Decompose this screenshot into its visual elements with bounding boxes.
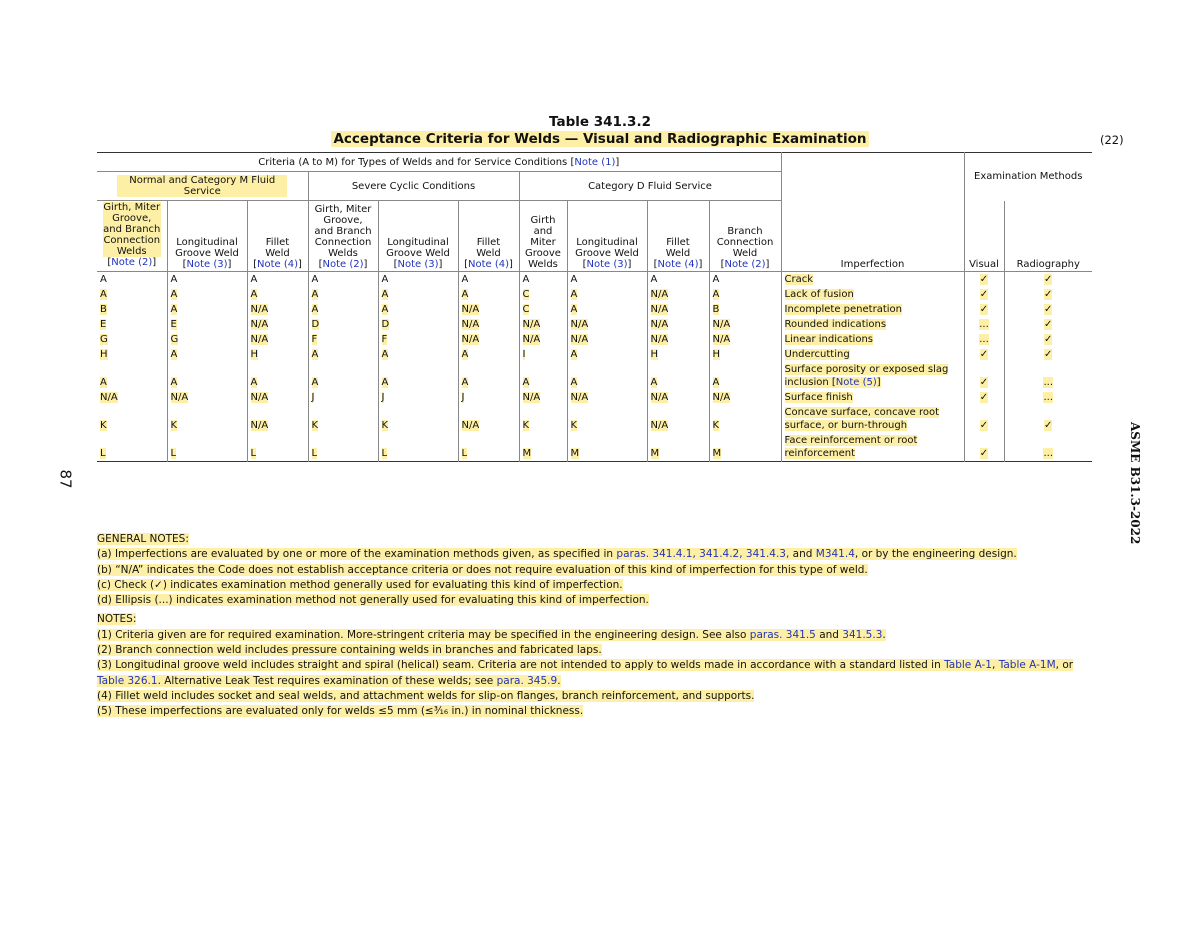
criteria-cell: A [458,272,519,288]
visual-cell: ... [964,332,1004,347]
table-row [97,433,1092,462]
criteria-cell: F [308,332,378,347]
criteria-cell: E [167,317,247,332]
imperfection-cell: Undercutting [781,347,964,362]
table-number: Table 341.3.2 [549,114,651,130]
table-row [97,347,1092,362]
criteria-cell: A [167,347,247,362]
imperfection-cell: Incomplete penetration [781,302,964,317]
radiography-cell: ... [1004,362,1092,390]
imperfection-cell: Face reinforcement or root reinforcement [781,433,964,462]
criteria-cell: N/A [647,287,709,302]
note-1-link[interactable]: Note (1) [574,157,616,168]
criteria-cell: A [567,362,647,390]
criteria-cell: N/A [519,390,567,405]
radiography-cell: ✓ [1004,347,1092,362]
radiography-header: Radiography [1004,201,1092,272]
reference-link[interactable]: Table A-1 [944,659,992,672]
criteria-cell: J [458,390,519,405]
year-mark: (22) [1100,133,1124,147]
criteria-cell: A [378,287,458,302]
imperfection-cell: Surface finish [781,390,964,405]
criteria-cell: L [458,433,519,462]
col-header-2: Longitudinal Groove Weld [Note (3)] [167,201,247,272]
criteria-cell: N/A [709,390,781,405]
criteria-cell: K [308,405,378,433]
criteria-cell: A [167,302,247,317]
criteria-text: Criteria (A to M) for Types of Welds and for Service Conditions [ [258,157,575,168]
criteria-cell: D [378,317,458,332]
general-note: (d) Ellipsis (...) indicates examination method not generally used for evaluating this kind of imperfection. [97,594,649,607]
criteria-cell: K [100,420,107,431]
group-cat-d: Category D Fluid Service [519,172,781,201]
criteria-cell: A [567,347,647,362]
imperfection-cell: Surface porosity or exposed slag inclusion [Note (5)] [781,362,964,390]
criteria-cell: A [567,272,647,288]
criteria-cell: A [709,362,781,390]
criteria-cell: B [709,302,781,317]
criteria-cell: N/A [247,405,308,433]
reference-link[interactable]: 341.5.3 [842,628,883,641]
radiography-cell: ✓ [1004,272,1092,288]
note: (5) These imperfections are evaluated only for welds ≤5 mm (≤³⁄₁₆ in.) in nominal thickness. [97,705,584,718]
criteria-cell: G [167,332,247,347]
criteria-cell: A [308,287,378,302]
page-number: 87 [56,469,75,489]
criteria-cell: N/A [709,332,781,347]
criteria-cell: A [709,287,781,302]
criteria-cell: H [709,347,781,362]
criteria-cell: G [100,334,108,345]
criteria-cell: M [709,433,781,462]
table-row [97,332,1092,347]
criteria-cell: L [378,433,458,462]
notes-title: NOTES: [97,613,137,626]
exam-methods-header: Examination Methods [964,153,1092,201]
criteria-cell: A [378,347,458,362]
reference-link[interactable]: Table A-1M [998,659,1056,672]
acceptance-criteria-table [97,152,1092,462]
criteria-cell: C [519,302,567,317]
radiography-cell: ✓ [1004,332,1092,347]
table-title [0,131,1200,147]
visual-cell: ✓ [964,405,1004,433]
criteria-cell: N/A [458,405,519,433]
col-header-3: Fillet Weld [Note (4)] [247,201,308,272]
col-header-7: Girth and Miter Groove Welds [519,201,567,272]
note-5-link[interactable]: Note (5) [835,377,877,388]
criteria-cell: A [167,362,247,390]
table-row [97,287,1092,302]
criteria-cell: A [458,347,519,362]
criteria-cell: L [167,433,247,462]
note: (4) Fillet weld includes socket and seal welds, and attachment welds for slip-on flanges, branch reinforcement, and supports. [97,689,755,702]
criteria-cell: A [458,287,519,302]
visual-header: Visual [964,201,1004,272]
general-note: (c) Check (✓) indicates examination method generally used for evaluating this kind of imperfection. [97,578,623,591]
visual-cell: ✓ [964,362,1004,390]
visual-cell: ✓ [964,347,1004,362]
criteria-header [97,153,781,172]
criteria-cell: N/A [247,302,308,317]
criteria-header-row [97,153,1092,172]
criteria-cell: H [247,347,308,362]
note: (3) Longitudinal groove weld includes straight and spiral (helical) seam. Criteria are not intended to apply to welds made in accordance with a standard listed in Table A-1, Table A-1M, or Table 326.1. Alternative Leak Test requires examination of these welds; see para. 345.9. [97,659,1074,687]
visual-cell: ... [964,317,1004,332]
criteria-cell: N/A [567,390,647,405]
criteria-cell: N/A [709,317,781,332]
criteria-cell: N/A [647,317,709,332]
criteria-cell: M [567,433,647,462]
criteria-cell: M [647,433,709,462]
criteria-cell: A [308,272,378,288]
general-note: (a) Imperfections are evaluated by one or more of the examination methods given, as specified in paras. 341.4.1, 341.4.2, 341.4.3, and M341.4, or by the engineering design. [97,548,1017,561]
visual-cell: ✓ [964,433,1004,462]
table-row [97,390,1092,405]
table-row [97,405,1092,433]
visual-cell: ✓ [964,272,1004,288]
criteria-cell: A [100,274,107,285]
criteria-cell: A [647,362,709,390]
table-row [97,362,1092,390]
criteria-cell: A [247,362,308,390]
table-body [97,272,1092,462]
criteria-cell: A [167,272,247,288]
criteria-cell: A [247,272,308,288]
reference-link[interactable]: M341.4 [815,548,855,561]
criteria-cell: F [378,332,458,347]
criteria-cell: K [709,405,781,433]
criteria-cell: A [378,302,458,317]
criteria-cell: A [567,302,647,317]
note: (2) Branch connection weld includes pressure containing welds in branches and fabricated laps. [97,644,602,657]
criteria-cell: A [100,377,107,388]
col-header-5: Longitudinal Groove Weld [Note (3)] [378,201,458,272]
criteria-cell: N/A [567,332,647,347]
criteria-cell: A [308,347,378,362]
col-header-4: Girth, Miter Groove, and Branch Connection Welds [Note (2)] [308,201,378,272]
visual-cell: ✓ [964,302,1004,317]
criteria-end: ] [615,157,620,168]
criteria-cell: N/A [247,332,308,347]
criteria-cell: L [308,433,378,462]
criteria-cell: A [458,362,519,390]
table-row [97,317,1092,332]
criteria-cell: K [519,405,567,433]
visual-cell: ✓ [964,390,1004,405]
table-title-text: Acceptance Criteria for Welds — Visual and Radiographic Examination [333,131,867,147]
criteria-cell: A [709,272,781,288]
reference-link[interactable]: paras. 341.4.1, 341.4.2, 341.4.3, [616,548,790,561]
radiography-cell: ✓ [1004,302,1092,317]
radiography-cell: ✓ [1004,287,1092,302]
criteria-cell: K [567,405,647,433]
criteria-cell: A [308,302,378,317]
criteria-cell: N/A [519,317,567,332]
col-header-6: Fillet Weld [Note (4)] [458,201,519,272]
imperfection-cell: Crack [781,272,964,288]
note: (1) Criteria given are for required examination. More-stringent criteria may be specified in the engineering design. See also paras. 341.5 and 341.5.3. [97,628,886,641]
radiography-cell: ... [1004,433,1092,462]
imperfection-cell: Rounded indications [781,317,964,332]
imperfection-cell: Concave surface, concave root surface, or burn-through [781,405,964,433]
criteria-cell: N/A [167,390,247,405]
criteria-cell: A [647,272,709,288]
criteria-cell: H [647,347,709,362]
imperfection-cell: Lack of fusion [781,287,964,302]
criteria-cell: C [519,287,567,302]
radiography-cell: ✓ [1004,317,1092,332]
criteria-cell: N/A [458,332,519,347]
criteria-cell: D [308,317,378,332]
running-header: ASME B31.3-2022 [1128,422,1142,545]
col-header-8: Longitudinal Groove Weld [Note (3)] [567,201,647,272]
criteria-cell: A [567,287,647,302]
criteria-cell: M [519,433,567,462]
criteria-cell: A [308,362,378,390]
imperfection-header: Imperfection [781,153,964,272]
criteria-cell: N/A [100,392,118,403]
criteria-cell: N/A [458,302,519,317]
criteria-cell: N/A [519,332,567,347]
table-row [97,302,1092,317]
table-row [97,272,1092,288]
criteria-cell: L [247,433,308,462]
reference-link[interactable]: para. 345.9 [496,674,558,687]
criteria-cell: A [167,287,247,302]
criteria-cell: K [378,405,458,433]
general-notes-title: GENERAL NOTES: [97,533,189,545]
criteria-cell: N/A [647,332,709,347]
criteria-cell: N/A [647,390,709,405]
criteria-cell: N/A [567,317,647,332]
general-notes-list [97,547,1097,608]
criteria-cell: A [519,272,567,288]
criteria-cell: A [247,287,308,302]
criteria-cell: A [378,362,458,390]
criteria-cell: J [308,390,378,405]
col-header-9: Fillet Weld [Note (4)] [647,201,709,272]
criteria-cell: A [519,362,567,390]
col-header-1: Girth, Miter Groove, and Branch Connection Welds [Note (2)] [103,202,161,268]
criteria-cell: I [519,347,567,362]
criteria-cell: N/A [647,302,709,317]
notes-list [97,628,1097,720]
criteria-cell: H [100,349,108,360]
criteria-cell: E [100,319,107,330]
criteria-cell: A [378,272,458,288]
group-severe: Severe Cyclic Conditions [308,172,519,201]
criteria-cell: J [378,390,458,405]
reference-link[interactable]: Table 326.1 [97,674,158,687]
criteria-cell: A [100,289,107,300]
visual-cell: ✓ [964,287,1004,302]
imperfection-cell: Linear indications [781,332,964,347]
general-note: (b) “N/A” indicates the Code does not establish acceptance criteria or does not require evaluation of this kind of imperfection for this type of weld. [97,563,868,576]
criteria-cell: N/A [247,317,308,332]
radiography-cell: ✓ [1004,405,1092,433]
group-normal: Normal and Category M Fluid Service [97,172,308,201]
criteria-cell: N/A [647,405,709,433]
criteria-cell: B [100,304,107,315]
criteria-cell: N/A [247,390,308,405]
criteria-cell: L [100,448,106,459]
criteria-cell: K [167,405,247,433]
col-header-10: Branch Connection Weld [Note (2)] [709,201,781,272]
notes-section [97,532,1097,720]
reference-link[interactable]: paras. 341.5 [749,628,816,641]
radiography-cell: ... [1004,390,1092,405]
criteria-cell: N/A [458,317,519,332]
